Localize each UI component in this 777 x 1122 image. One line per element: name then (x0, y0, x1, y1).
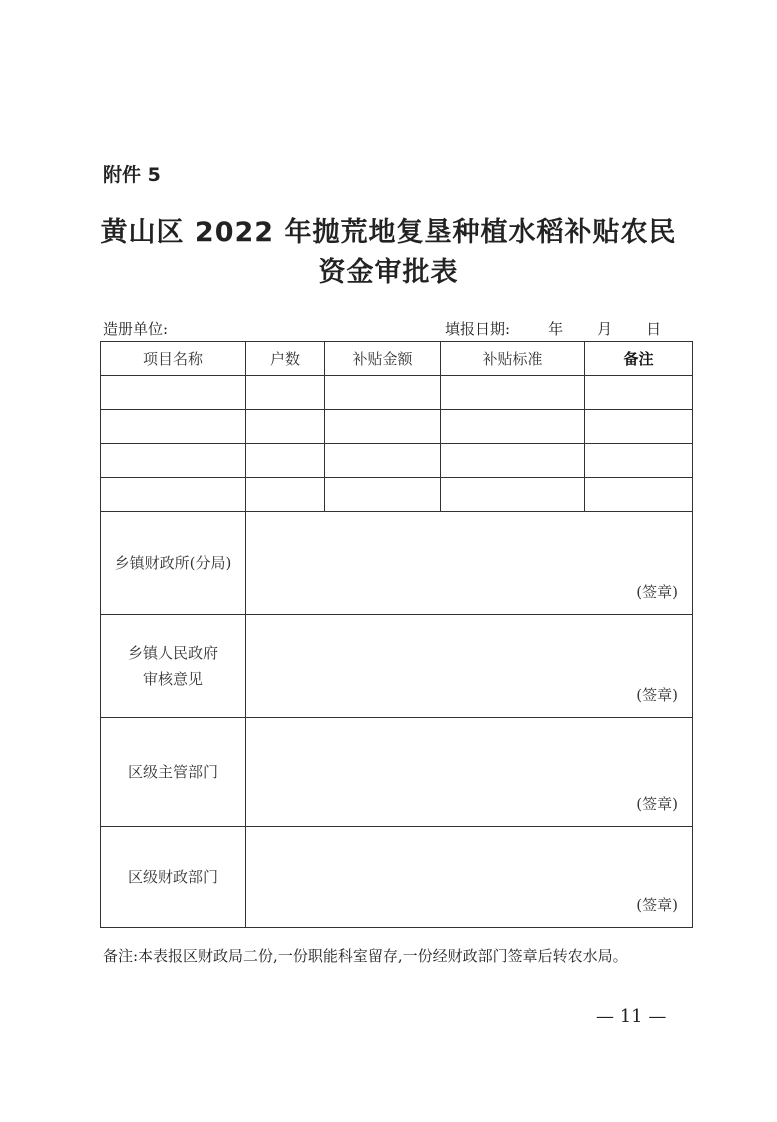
table-cell (441, 376, 585, 410)
signature-area (246, 512, 693, 615)
table-cell (246, 410, 325, 444)
section-township-government (101, 615, 693, 718)
date-label: 填报日期: (445, 320, 511, 338)
table-cell (441, 478, 585, 512)
seal-label: (签章) (636, 896, 678, 914)
section-label-line1: 区级主管部门 (127, 763, 218, 781)
table-cell (585, 444, 693, 478)
unit-label: 造册单位: (103, 320, 169, 338)
table-cell (246, 444, 325, 478)
table-cell (441, 410, 585, 444)
table-header-row (101, 342, 693, 376)
date-year: 年 (548, 320, 564, 338)
signature-area (246, 615, 693, 718)
table-cell (585, 376, 693, 410)
footnote: 备注:本表报区财政局二份,一份职能科室留存,一份经财政部门签章后转农水局。 (103, 947, 628, 965)
section-label-line1: 乡镇财政所(分局) (114, 554, 232, 572)
section-label (101, 827, 246, 928)
table-cell (325, 376, 441, 410)
table-cell (325, 444, 441, 478)
table-cell (101, 478, 246, 512)
document-title-line2: 资金审批表 (318, 257, 459, 288)
date-month: 月 (597, 320, 613, 338)
section-label-line2: 审核意见 (142, 670, 203, 688)
table-cell (585, 410, 693, 444)
table-cell (246, 376, 325, 410)
table-row (101, 376, 693, 410)
section-label (101, 512, 246, 615)
table-cell (101, 376, 246, 410)
section-label-line1: 乡镇人民政府 (127, 644, 218, 662)
document-title-line1: 黄山区 2022 年抛荒地复垦种植水稻补贴农民 (100, 217, 677, 248)
table-cell (325, 410, 441, 444)
attachment-label: 附件 5 (103, 164, 161, 186)
section-label (101, 615, 246, 718)
page-number: — 11 — (596, 1006, 667, 1027)
table-cell (246, 478, 325, 512)
table-row (101, 444, 693, 478)
section-township-finance (101, 512, 693, 615)
date-day: 日 (646, 320, 662, 338)
column-header-amount: 补贴金额 (325, 342, 441, 376)
table-cell (325, 478, 441, 512)
signature-area (246, 827, 693, 928)
section-district-authority (101, 718, 693, 827)
section-label-line1: 区级财政部门 (127, 868, 218, 886)
seal-label: (签章) (636, 795, 678, 813)
table-cell (585, 478, 693, 512)
approval-table (100, 341, 693, 928)
seal-label: (签章) (636, 583, 678, 601)
table-cell (441, 444, 585, 478)
report-date (445, 318, 661, 339)
column-header-remarks: 备注 (585, 342, 693, 376)
seal-label: (签章) (636, 686, 678, 704)
section-district-finance (101, 827, 693, 928)
column-header-standard: 补贴标准 (441, 342, 585, 376)
table-cell (101, 444, 246, 478)
signature-area (246, 718, 693, 827)
section-label (101, 718, 246, 827)
table-row (101, 478, 693, 512)
column-header-households: 户数 (246, 342, 325, 376)
table-cell (101, 410, 246, 444)
table-row (101, 410, 693, 444)
column-header-project: 项目名称 (101, 342, 246, 376)
